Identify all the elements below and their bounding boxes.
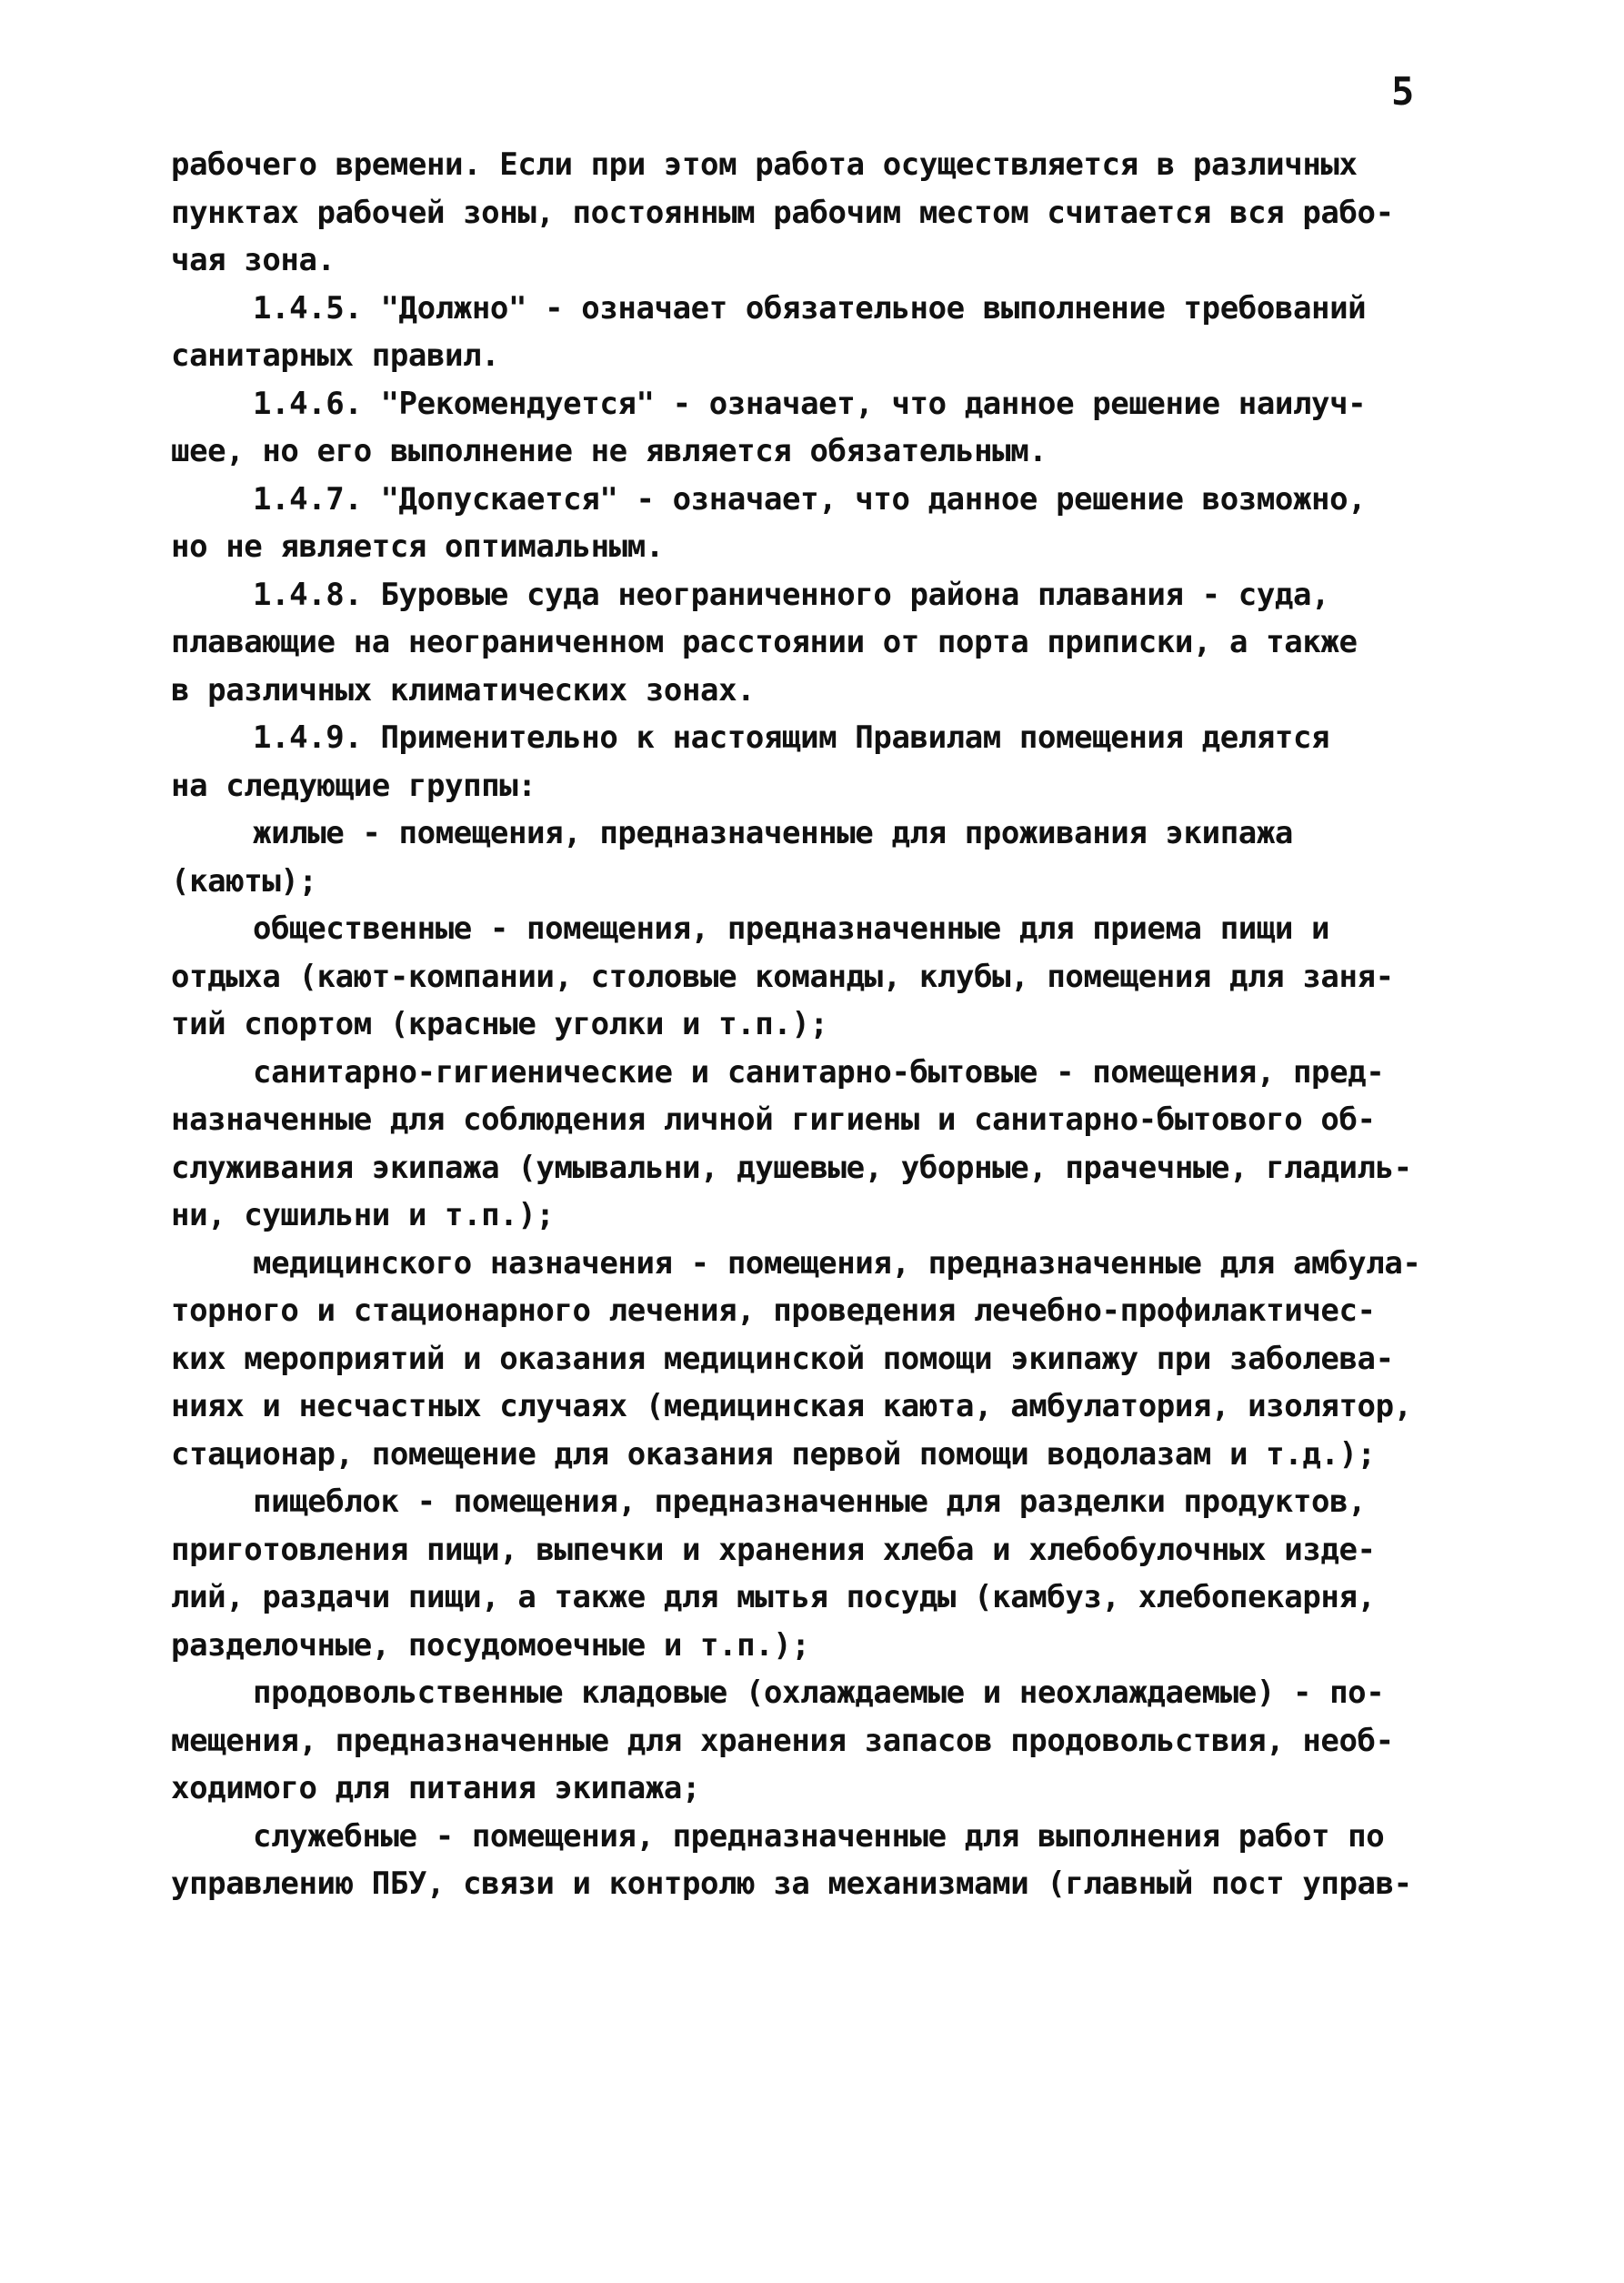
text-line: 1.4.6. "Рекомендуется" - означает, что данное решение наилуч- [253, 385, 1367, 422]
text-line: жилые - помещения, предназначенные для проживания экипажа [253, 815, 1293, 851]
text-line: ни, сушильни и т.п.); [171, 1197, 555, 1233]
text-line: плавающие на неограниченном расстоянии от порта приписки, а также [171, 624, 1358, 660]
text-line: лий, раздачи пищи, а также для мытья посуды (камбуз, хлебопекарня, [171, 1579, 1376, 1615]
text-line: на следующие группы: [171, 767, 536, 804]
text-line: ниях и несчастных случаях (медицинская каюта, амбулатория, изолятор, [171, 1388, 1412, 1424]
text-line: санитарно-гигиенические и санитарно-бытовые - помещения, пред- [253, 1053, 1385, 1091]
text-line: приготовления пищи, выпечки и хранения хлеба и хлебобулочных изде- [171, 1531, 1376, 1568]
text-line: управлению ПБУ, связи и контролю за механизмами (главный пост управ- [171, 1866, 1412, 1902]
text-line: в различных климатических зонах. [171, 671, 756, 709]
text-line: стационар, помещение для оказания первой помощи водолазам и т.д.); [171, 1435, 1376, 1473]
text-line: но не является оптимальным. [171, 528, 664, 565]
text-line: назначенные для соблюдения личной гигиены и санитарно-бытового об- [171, 1101, 1376, 1138]
text-line: (каюты); [171, 862, 317, 900]
text-line: отдыха (кают-компании, столовые команды, клубы, помещения для заня- [171, 958, 1394, 995]
text-line: продовольственные кладовые (охлаждаемые и неохлаждаемые) - по- [253, 1675, 1385, 1711]
text-line: медицинского назначения - помещения, предназначенные для амбула- [253, 1244, 1421, 1282]
text-line: 1.4.8. Буровые суда неограниченного района плавания - суда, [253, 576, 1330, 613]
text-line: служебные - помещения, предназначенные для выполнения работ по [253, 1817, 1385, 1855]
text-line: тий спортом (красные уголки и т.п.); [171, 1006, 828, 1042]
text-line: шее, но его выполнение не является обязательным. [171, 433, 1048, 469]
text-line: пунктах рабочей зоны, постоянным рабочим местом считается вся рабо- [171, 194, 1394, 231]
text-line: торного и стационарного лечения, проведения лечебно-профилактичес- [171, 1292, 1376, 1329]
text-line: рабочего времени. Если при этом работа осуществляется в различных [171, 146, 1358, 183]
text-line: разделочные, посудомоечные и т.п.); [171, 1626, 810, 1664]
text-line: чая зона. [171, 242, 336, 278]
text-line: санитарных правил. [171, 337, 500, 374]
text-line: служивания экипажа (умывальни, душевые, уборные, прачечные, гладиль- [171, 1149, 1412, 1186]
text-line: 1.4.7. "Допускается" - означает, что данное решение возможно, [253, 480, 1367, 518]
text-line: пищеблок - помещения, предназначенные для разделки продуктов, [253, 1483, 1367, 1520]
body-text [171, 141, 1499, 1908]
text-line: мещения, предназначенные для хранения запасов продовольствия, необ- [171, 1722, 1394, 1759]
text-line: общественные - помещения, предназначенные для приема пищи и [253, 910, 1330, 947]
text-line: ходимого для питания экипажа; [171, 1770, 701, 1806]
page-number: 5 [1391, 69, 1415, 114]
text-line: 1.4.9. Применительно к настоящим Правилам помещения делятся [253, 719, 1330, 756]
text-line: ких мероприятий и оказания медицинской помощи экипажу при заболева- [171, 1340, 1394, 1377]
text-line: 1.4.5. "Должно" - означает обязательное выполнение требований [253, 289, 1367, 327]
